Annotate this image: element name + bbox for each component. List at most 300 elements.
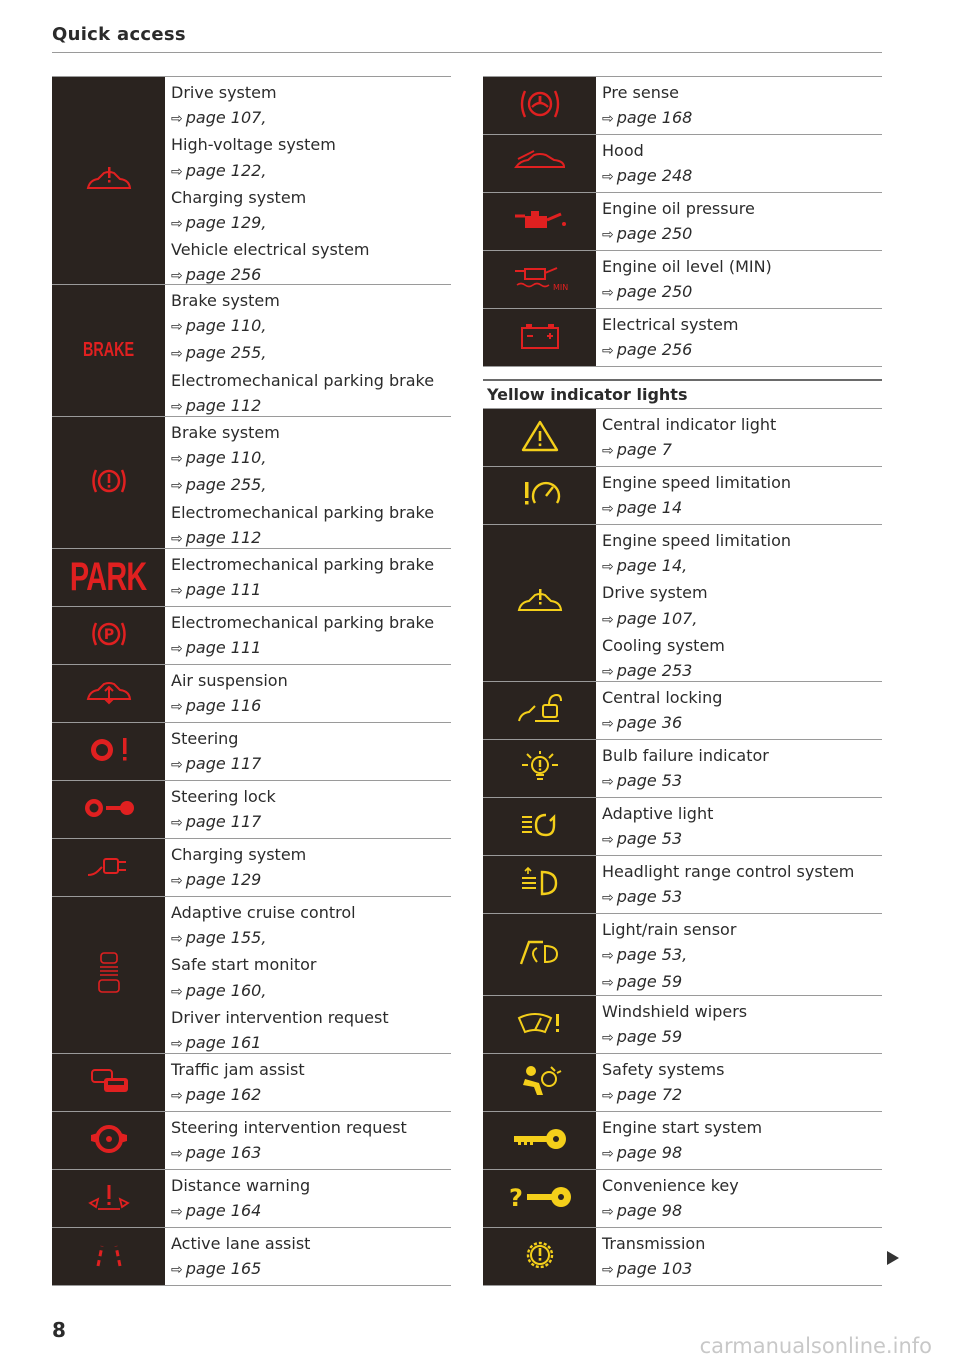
indicator-row (52, 606, 451, 664)
arrow-right-icon: ⇨ (602, 1088, 614, 1105)
indicator-row (52, 1169, 451, 1227)
steering-warning-icon (84, 734, 134, 770)
arrow-right-icon: ⇨ (602, 285, 614, 302)
page-reference-text: page 162 (185, 1085, 262, 1105)
light-rain-sensor-icon (515, 936, 565, 974)
page-reference-link[interactable] (602, 606, 791, 633)
page-reference-link[interactable] (602, 768, 769, 795)
indicator-description (165, 607, 434, 664)
steering-hands-icon (86, 1122, 132, 1160)
indicator-label: Steering intervention request (171, 1118, 407, 1137)
indicator-icon-cell (52, 897, 165, 1053)
warning-triangle-icon (520, 419, 560, 457)
indicator-row (483, 308, 882, 367)
indicator-row (483, 250, 882, 308)
page-reference-text: page 255, (185, 343, 267, 363)
arrow-right-icon: ⇨ (602, 559, 614, 576)
indicator-label: Electromechanical parking brake (171, 370, 435, 390)
page-reference-text: page 59 (616, 1027, 683, 1047)
indicator-icon-cell (483, 193, 596, 250)
indicator-description (165, 1112, 407, 1169)
page-reference-link[interactable] (602, 337, 738, 364)
indicator-description (596, 135, 692, 192)
page-reference-text: page 110, (185, 316, 267, 336)
page-reference-text: page 250 (616, 282, 693, 302)
adaptive-light-icon (516, 809, 564, 845)
indicator-row (483, 1053, 882, 1111)
arrow-right-icon: ⇨ (171, 163, 183, 180)
indicator-description (596, 309, 738, 366)
indicator-label: Adaptive cruise control (171, 903, 356, 922)
indicator-description (165, 1228, 310, 1285)
arrow-right-icon: ⇨ (602, 443, 614, 460)
arrow-right-icon: ⇨ (171, 1036, 183, 1053)
indicator-label: Steering lock (171, 787, 276, 806)
indicator-label: Drive system (602, 583, 708, 603)
page-reference-link[interactable] (171, 340, 434, 367)
indicator-description (596, 1054, 724, 1111)
indicator-description (165, 897, 389, 1053)
page-reference-link[interactable] (602, 437, 776, 464)
indicator-label: Central indicator light (602, 415, 777, 434)
indicator-description (165, 417, 434, 548)
indicator-row (52, 1053, 451, 1111)
indicator-row (52, 664, 451, 722)
indicator-row (483, 681, 882, 739)
indicator-row (52, 780, 451, 838)
steering-lock-icon (82, 796, 136, 824)
indicator-row (52, 1227, 451, 1286)
indicator-row (483, 739, 882, 797)
indicator-icon-cell (52, 549, 165, 606)
page-reference-text: page 72 (616, 1085, 683, 1105)
page-reference-link[interactable] (602, 495, 791, 522)
indicator-row (52, 896, 451, 1053)
indicator-icon-cell (52, 1054, 165, 1111)
indicator-description (165, 723, 261, 780)
indicator-description (596, 467, 791, 524)
arrow-right-icon: ⇨ (602, 664, 614, 681)
pre-sense-icon (517, 85, 563, 127)
page-reference-link[interactable] (602, 221, 755, 248)
indicator-description (165, 665, 288, 722)
arrow-right-icon: ⇨ (171, 931, 183, 948)
indicator-description (596, 1228, 705, 1285)
indicator-label: Electrical system (602, 315, 739, 334)
indicator-label: Hood (602, 141, 644, 160)
page-reference-text: page 168 (616, 108, 693, 128)
page-reference-link[interactable] (171, 105, 370, 132)
page-reference-link[interactable] (171, 1140, 407, 1167)
transmission-gear-icon (520, 1235, 560, 1279)
page-reference-link[interactable] (602, 1140, 762, 1167)
page-reference-text: page 7 (616, 440, 672, 460)
page-reference-text: page 111 (185, 638, 262, 658)
indicator-label: Distance warning (171, 1176, 311, 1195)
indicator-row (52, 416, 451, 548)
page-reference-link[interactable] (171, 925, 389, 952)
indicator-description (596, 193, 755, 250)
indicator-label: Engine speed limitation (602, 531, 791, 550)
page-reference-link[interactable] (602, 826, 713, 853)
indicator-description (596, 682, 722, 739)
arrow-right-icon: ⇨ (171, 983, 183, 1000)
hood-icon (512, 147, 568, 181)
key-icon (510, 1125, 570, 1157)
indicator-icon-cell (483, 309, 596, 366)
indicator-row (483, 408, 882, 466)
indicator-row (483, 76, 882, 134)
page-reference-text: page 165 (185, 1259, 262, 1279)
header-rule (52, 52, 882, 53)
page-reference-text: page 98 (616, 1143, 683, 1163)
indicator-description (165, 781, 276, 838)
indicator-icon-cell (52, 1228, 165, 1285)
indicator-label: Engine oil level (MIN) (602, 257, 772, 276)
indicator-icon-cell (483, 682, 596, 739)
arrow-right-icon: ⇨ (171, 111, 183, 128)
arrow-right-icon: ⇨ (602, 1030, 614, 1047)
indicator-description (165, 549, 434, 606)
page-reference-link[interactable] (171, 1082, 305, 1109)
indicator-row (483, 855, 882, 913)
page-reference-link[interactable] (171, 313, 434, 340)
indicator-label: Adaptive light (602, 804, 714, 823)
arrow-right-icon: ⇨ (602, 1204, 614, 1221)
indicator-icon-cell (483, 798, 596, 855)
page-reference-link[interactable] (171, 693, 288, 720)
page-header: Quick access (52, 24, 186, 45)
arrow-right-icon: ⇨ (171, 583, 183, 600)
page-reference-text: page 122, (185, 160, 267, 180)
page-reference-text: page 117 (185, 812, 262, 832)
indicator-icon-cell (483, 1170, 596, 1227)
page-reference-link[interactable] (602, 279, 772, 306)
arrow-right-icon: ⇨ (171, 319, 183, 336)
yellow-section-title: Yellow indicator lights (483, 379, 882, 408)
indicator-icon-cell (483, 135, 596, 192)
indicator-label: Vehicle electrical system (171, 240, 370, 260)
arrow-right-icon: ⇨ (171, 641, 183, 658)
indicator-row (483, 1111, 882, 1169)
arrow-right-icon: ⇨ (171, 757, 183, 774)
indicator-description (165, 285, 434, 416)
page-reference-text: page 116 (185, 696, 262, 716)
indicator-row (483, 1227, 882, 1286)
page-reference-link[interactable] (171, 635, 434, 662)
page-reference-text: page 59 (616, 972, 683, 992)
oil-level-min-icon (511, 263, 569, 297)
indicator-row (52, 548, 451, 606)
page-reference-text: page 14 (616, 498, 683, 518)
indicator-row (483, 995, 882, 1053)
arrow-right-icon: ⇨ (602, 501, 614, 518)
page-reference-text: page 161 (185, 1033, 262, 1053)
page-reference-text: page 112 (185, 527, 262, 547)
page-reference-text: page 98 (616, 1201, 683, 1221)
indicator-description (596, 740, 769, 797)
page-reference-text: page 112 (185, 395, 262, 415)
page-reference-text: page 117 (185, 754, 262, 774)
watermark: carmanualsonline.info (699, 1334, 932, 1358)
page-reference-link[interactable] (602, 163, 692, 190)
arrow-right-icon: ⇨ (171, 398, 183, 415)
indicator-icon-cell (483, 525, 596, 681)
cruise-control-cars-icon (96, 951, 122, 999)
page-reference-text: page 256 (616, 340, 693, 360)
page-reference-text: page 129, (185, 213, 267, 233)
page-reference-link[interactable] (602, 1198, 739, 1225)
indicator-description (596, 1170, 739, 1227)
page-reference-link[interactable] (602, 105, 692, 132)
svg-text:P: P (103, 626, 114, 643)
car-warning-icon (84, 164, 134, 198)
svg-text:MIN: MIN (552, 282, 568, 292)
park-text-icon: PARK (70, 555, 147, 599)
left-column (52, 76, 451, 1286)
page-reference-text: page 248 (616, 166, 693, 186)
indicator-icon-cell (483, 996, 596, 1053)
page-reference-text: page 111 (185, 580, 262, 600)
oil-can-icon (511, 206, 569, 238)
indicator-icon-cell (52, 839, 165, 896)
indicator-icon-cell (483, 409, 596, 466)
indicator-icon-cell (483, 467, 596, 524)
red-indicator-table (483, 76, 882, 367)
page-reference-text: page 53, (616, 945, 688, 965)
indicator-description (165, 1170, 310, 1227)
arrow-right-icon: ⇨ (171, 1146, 183, 1163)
page-reference-link[interactable] (171, 978, 389, 1005)
indicator-label: Windshield wipers (602, 1002, 748, 1021)
indicator-label: Cooling system (602, 635, 725, 655)
indicator-icon-cell (483, 1228, 596, 1285)
parking-brake-icon (89, 617, 129, 655)
indicator-row (483, 1169, 882, 1227)
page-reference-text: page 107, (616, 608, 698, 628)
indicator-description (165, 839, 306, 896)
speed-limit-gauge-icon (515, 477, 565, 515)
indicator-description (596, 798, 713, 855)
headlight-range-icon (516, 866, 564, 904)
page-reference-link[interactable] (171, 867, 306, 894)
indicator-label: Brake system (171, 291, 280, 310)
indicator-description (596, 251, 772, 308)
page-reference-link[interactable] (602, 710, 722, 737)
page-reference-text: page 256 (185, 265, 262, 285)
indicator-label: Engine start system (602, 1118, 763, 1137)
page-reference-text: page 36 (616, 713, 683, 733)
page-reference-link[interactable] (602, 1024, 747, 1051)
page-reference-link[interactable] (171, 525, 434, 552)
indicator-description (596, 409, 776, 466)
key-question-icon (507, 1182, 573, 1216)
arrow-right-icon: ⇨ (171, 451, 183, 468)
indicator-description (165, 77, 370, 284)
indicator-row (52, 838, 451, 896)
indicator-label: Charging system (171, 187, 307, 207)
svg-text:?: ? (508, 1183, 523, 1212)
page-reference-link[interactable] (602, 969, 736, 996)
arrow-right-icon: ⇨ (171, 815, 183, 832)
arrow-right-icon: ⇨ (602, 975, 614, 992)
arrow-right-icon: ⇨ (171, 699, 183, 716)
yellow-indicator-table (483, 408, 882, 1286)
indicator-icon-cell (483, 856, 596, 913)
page-reference-text: page 160, (185, 980, 267, 1000)
page-reference-link[interactable] (171, 1256, 310, 1283)
arrow-right-icon: ⇨ (171, 873, 183, 890)
page-reference-text: page 107, (185, 108, 267, 128)
indicator-description (596, 996, 747, 1053)
brake-text-icon: BRAKE (82, 339, 135, 361)
indicator-label: Active lane assist (171, 1234, 311, 1253)
indicator-row (483, 466, 882, 524)
indicator-label: Safe start monitor (171, 955, 317, 975)
indicator-description (596, 77, 692, 134)
arrow-right-icon: ⇨ (171, 1204, 183, 1221)
traffic-jam-icon (84, 1066, 134, 1100)
indicator-row (483, 192, 882, 250)
page-reference-text: page 53 (616, 829, 683, 849)
airbag-icon (517, 1063, 563, 1103)
indicator-row (483, 524, 882, 681)
indicator-label: Electromechanical parking brake (171, 502, 435, 522)
indicator-label: Headlight range control system (602, 862, 855, 881)
arrow-right-icon: ⇨ (602, 611, 614, 628)
indicator-description (596, 914, 736, 995)
page-number: 8 (52, 1318, 66, 1342)
page-reference-link[interactable] (602, 884, 854, 911)
page-reference-link[interactable] (171, 158, 370, 185)
indicator-label: Traffic jam assist (171, 1060, 305, 1079)
indicator-label: Pre sense (602, 83, 680, 102)
page-reference-link[interactable] (171, 393, 434, 420)
arrow-right-icon: ⇨ (602, 343, 614, 360)
indicator-icon-cell (52, 285, 165, 416)
indicator-label: High-voltage system (171, 135, 336, 155)
arrow-right-icon: ⇨ (171, 1262, 183, 1279)
indicator-row (483, 134, 882, 192)
indicator-icon-cell (52, 665, 165, 722)
page-reference-text: page 53 (616, 771, 683, 791)
charging-plug-icon (84, 851, 134, 885)
indicator-label: Brake system (171, 423, 280, 442)
indicator-label: Transmission (602, 1234, 706, 1253)
page-reference-link[interactable] (602, 1256, 705, 1283)
car-warning-icon (515, 586, 565, 620)
indicator-label: Safety systems (602, 1060, 725, 1079)
air-suspension-icon (84, 677, 134, 711)
indicator-label: Convenience key (602, 1176, 739, 1195)
arrow-right-icon: ⇨ (171, 346, 183, 363)
indicator-description (165, 1054, 305, 1111)
arrow-right-icon: ⇨ (171, 478, 183, 495)
windshield-wiper-icon (515, 1008, 565, 1042)
indicator-label: Electromechanical parking brake (171, 613, 435, 632)
indicator-icon-cell (52, 607, 165, 664)
indicator-label: Steering (171, 729, 239, 748)
arrow-right-icon: ⇨ (602, 169, 614, 186)
arrow-right-icon: ⇨ (602, 890, 614, 907)
indicator-row (52, 76, 451, 284)
page-reference-link[interactable] (171, 445, 434, 472)
arrow-right-icon: ⇨ (602, 227, 614, 244)
page-reference-text: page 14, (616, 556, 688, 576)
arrow-right-icon: ⇨ (171, 530, 183, 547)
bulb-failure-icon (517, 749, 563, 789)
page-reference-link[interactable] (171, 751, 261, 778)
page-reference-text: page 53 (616, 887, 683, 907)
distance-warning-icon (84, 1181, 134, 1217)
page-reference-link[interactable] (171, 472, 434, 499)
indicator-icon-cell (52, 1170, 165, 1227)
page-reference-link[interactable] (602, 1082, 724, 1109)
lane-assist-icon (84, 1240, 134, 1274)
page-reference-link[interactable] (171, 1198, 310, 1225)
page-reference-link[interactable] (171, 809, 276, 836)
indicator-label: Central locking (602, 688, 723, 707)
right-column (483, 76, 882, 1286)
page-reference-text: page 164 (185, 1201, 262, 1221)
arrow-right-icon: ⇨ (602, 774, 614, 791)
brake-circle-icon (89, 464, 129, 502)
page-reference-link[interactable] (171, 577, 434, 604)
page-reference-link[interactable] (602, 553, 791, 580)
indicator-icon-cell (483, 1054, 596, 1111)
indicator-label: Driver intervention request (171, 1007, 389, 1027)
indicator-label: Engine oil pressure (602, 199, 755, 218)
indicator-icon-cell (483, 251, 596, 308)
indicator-icon-cell (52, 781, 165, 838)
arrow-right-icon: ⇨ (602, 111, 614, 128)
page-reference-text: page 250 (616, 224, 693, 244)
indicator-row (52, 284, 451, 416)
indicator-icon-cell (52, 417, 165, 548)
indicator-label: Air suspension (171, 671, 288, 690)
arrow-right-icon: ⇨ (171, 1088, 183, 1105)
next-page-arrow-icon[interactable] (887, 1251, 899, 1265)
indicator-row (52, 1111, 451, 1169)
indicator-icon-cell (483, 1112, 596, 1169)
indicator-row (483, 797, 882, 855)
page-reference-text: page 103 (616, 1259, 693, 1279)
indicator-description (596, 1112, 762, 1169)
arrow-right-icon: ⇨ (171, 216, 183, 233)
page-reference-text: page 163 (185, 1143, 262, 1163)
indicator-icon-cell (483, 77, 596, 134)
page-reference-link[interactable] (602, 942, 736, 969)
indicator-icon-cell (52, 77, 165, 284)
page-reference-text: page 110, (185, 448, 267, 468)
page-reference-link[interactable] (171, 210, 370, 237)
arrow-right-icon: ⇨ (171, 268, 183, 285)
page-reference-text: page 253 (616, 661, 693, 681)
indicator-icon-cell (52, 1112, 165, 1169)
indicator-label: Engine speed limitation (602, 473, 791, 492)
arrow-right-icon: ⇨ (602, 1146, 614, 1163)
arrow-right-icon: ⇨ (602, 1262, 614, 1279)
arrow-right-icon: ⇨ (602, 716, 614, 733)
indicator-row (483, 913, 882, 995)
central-locking-icon (515, 691, 565, 731)
indicator-icon-cell (52, 723, 165, 780)
indicator-label: Electromechanical parking brake (171, 555, 435, 574)
arrow-right-icon: ⇨ (602, 948, 614, 965)
indicator-label: Charging system (171, 845, 307, 864)
page-reference-text: page 129 (185, 870, 262, 890)
arrow-right-icon: ⇨ (602, 832, 614, 849)
